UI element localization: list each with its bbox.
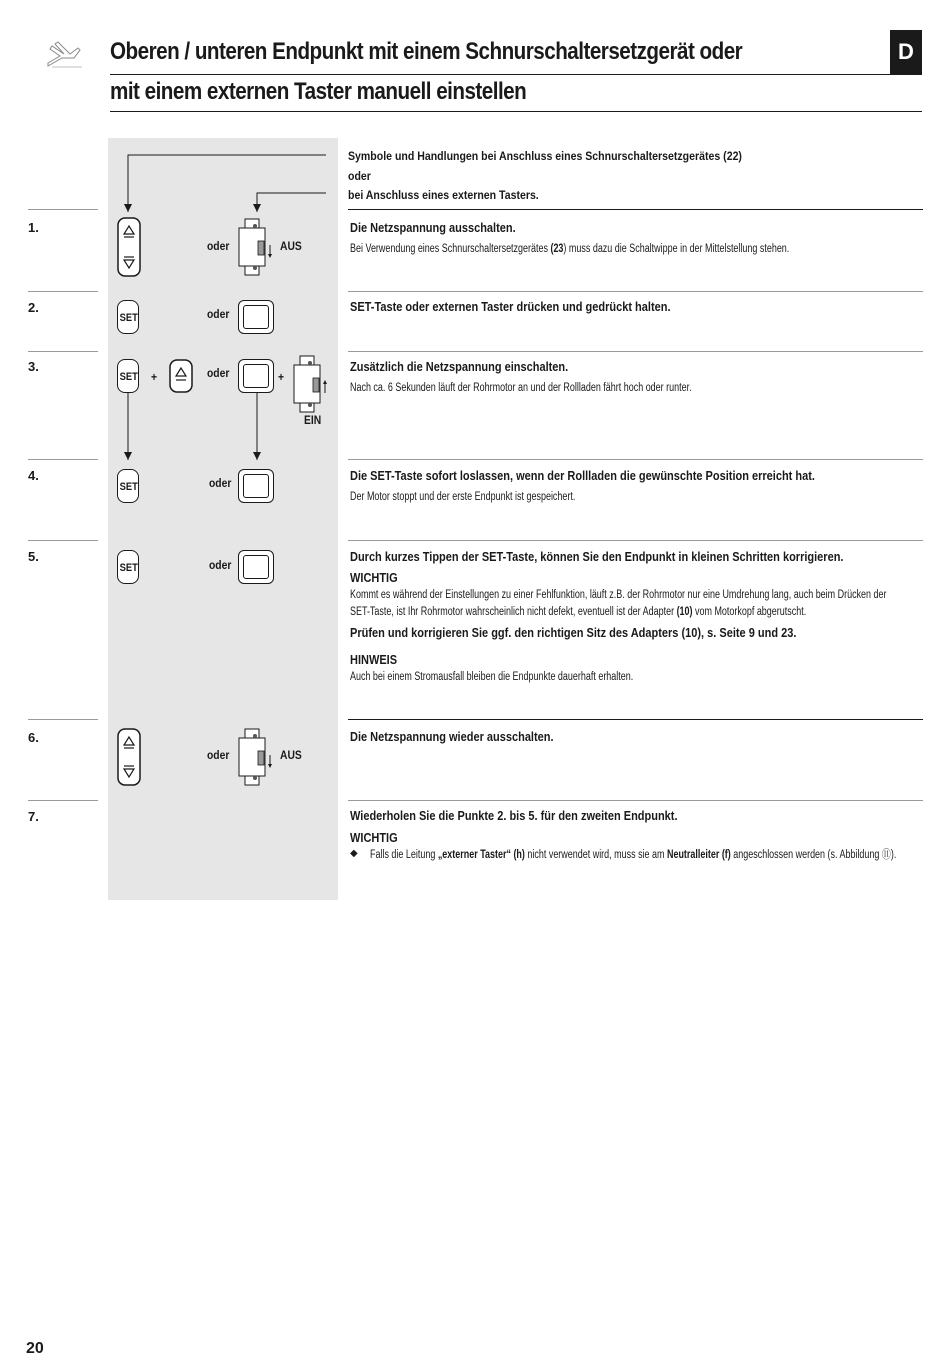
- page-title-line2: mit einem externen Taster manuell einstellen: [110, 78, 527, 105]
- wichtig-label: WICHTIG: [350, 831, 398, 845]
- up-switch-icon: [169, 359, 193, 393]
- hinweis-label: HINWEIS: [350, 653, 398, 667]
- up-down-switch-icon: [117, 728, 141, 786]
- row-rule-left: [28, 800, 98, 801]
- external-button-icon: [238, 469, 274, 503]
- circuit-breaker-icon: [292, 355, 332, 413]
- row-rule: [348, 719, 923, 720]
- step-number: 3.: [28, 359, 39, 374]
- oder-label: oder: [207, 239, 230, 253]
- row-rule-left: [28, 351, 98, 352]
- set-button-icon: SET: [117, 359, 139, 393]
- row-rule: [348, 540, 923, 541]
- page-title-line1: Oberen / unteren Endpunkt mit einem Schnurschaltersetzgerät oder: [110, 38, 743, 65]
- row-rule: [348, 209, 923, 210]
- step-text: Der Motor stoppt und der erste Endpunkt ist gespeichert.: [350, 491, 576, 503]
- external-button-icon: [238, 550, 274, 584]
- hinweis-text: Auch bei einem Stromausfall bleiben die Endpunkte dauerhaft erhalten.: [350, 671, 634, 683]
- step-heading: Die Netzspannung ausschalten.: [350, 221, 516, 235]
- row-rule-left: [28, 291, 98, 292]
- language-badge: D: [890, 30, 922, 74]
- step-number: 1.: [28, 220, 39, 235]
- set-button-icon: SET: [117, 550, 139, 584]
- bullet-icon: ◆: [350, 848, 358, 859]
- page-number: 20: [26, 1340, 44, 1357]
- wichtig-text: SET-Taste, ist Ihr Rohrmotor wahrscheinlich nicht defekt, eventuell ist der Adapter (10) vom Motorkopf abgerutscht.: [350, 606, 807, 618]
- step-number: 7.: [28, 809, 39, 824]
- row-rule-left: [28, 719, 98, 720]
- intro-line3: bei Anschluss eines externen Tasters.: [348, 188, 539, 202]
- plus-label: +: [278, 370, 285, 384]
- wichtig-text: Kommt es während der Einstellungen zu einer Fehlfunktion, läuft z.B. der Rohrmotor nur eine Umdrehung lang, auch beim Drücken der: [350, 589, 887, 601]
- oder-label: oder: [209, 558, 232, 572]
- external-button-icon: [238, 359, 274, 393]
- aus-label: AUS: [280, 748, 302, 762]
- intro-line1: Symbole und Handlungen bei Anschluss eines Schnurschaltersetzgerätes (22): [348, 149, 742, 163]
- row-rule: [348, 291, 923, 292]
- step-text: Bei Verwendung eines Schnurschaltersetzgerätes (23) muss dazu die Schaltwippe in der Mittelstellung stehen.: [350, 243, 790, 255]
- row-rule-left: [28, 540, 98, 541]
- step-heading: Die SET-Taste sofort loslassen, wenn der Rollladen die gewünschte Position erreicht hat.: [350, 469, 815, 483]
- step-heading: Die Netzspannung wieder ausschalten.: [350, 730, 554, 744]
- wichtig-label: WICHTIG: [350, 571, 398, 585]
- check-text: Prüfen und korrigieren Sie ggf. den richtigen Sitz des Adapters (10), s. Seite 9 und 23.: [350, 626, 797, 640]
- external-button-icon: [238, 300, 274, 334]
- step-text: Nach ca. 6 Sekunden läuft der Rohrmotor an und der Rollladen fährt hoch oder runter.: [350, 382, 692, 394]
- ein-label: EIN: [304, 413, 322, 427]
- up-down-switch-icon: [117, 217, 141, 277]
- step-number: 6.: [28, 730, 39, 745]
- oder-label: oder: [209, 476, 232, 490]
- step-heading: SET-Taste oder externen Taster drücken und gedrückt halten.: [350, 300, 671, 314]
- circuit-breaker-icon: [237, 728, 277, 786]
- set-button-icon: SET: [117, 300, 139, 334]
- set-button-icon: SET: [117, 469, 139, 503]
- row-rule-left: [28, 209, 98, 210]
- circuit-breaker-icon: [237, 218, 277, 276]
- oder-label: oder: [207, 307, 230, 321]
- row-rule-left: [28, 459, 98, 460]
- row-rule: [348, 459, 923, 460]
- note-text: Falls die Leitung „externer Taster“ (h) nicht verwendet wird, muss sie am Neutralleiter (f) angeschlossen werden (s. Abbildung ⑪).: [370, 849, 897, 861]
- step-number: 2.: [28, 300, 39, 315]
- oder-label: oder: [207, 748, 230, 762]
- step-heading: Wiederholen Sie die Punkte 2. bis 5. für den zweiten Endpunkt.: [350, 809, 678, 823]
- step-number: 5.: [28, 549, 39, 564]
- step-number: 4.: [28, 468, 39, 483]
- intro-line2: oder: [348, 169, 371, 183]
- step-heading: Zusätzlich die Netzspannung einschalten.: [350, 360, 569, 374]
- row-rule: [348, 800, 923, 801]
- step-heading: Durch kurzes Tippen der SET-Taste, können Sie den Endpunkt in kleinen Schritten korrigieren.: [350, 550, 844, 564]
- oder-label: oder: [207, 366, 230, 380]
- aus-label: AUS: [280, 239, 302, 253]
- row-rule: [348, 351, 923, 352]
- plus-label: +: [151, 370, 158, 384]
